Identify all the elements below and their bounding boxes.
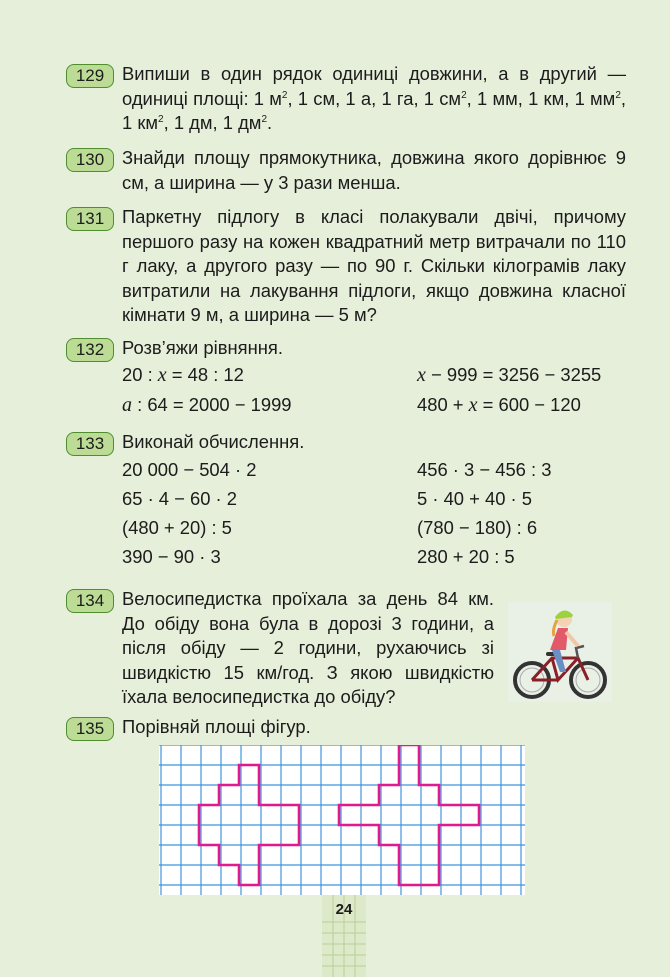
calculation: 456 · 3 − 456 : 3 (417, 459, 552, 480)
task-135 (66, 715, 626, 745)
equation: a : 64 = 2000 − 1999 (122, 394, 292, 416)
task-number: 129 (66, 64, 114, 88)
task-131 (66, 205, 626, 329)
calculation: 5 · 40 + 40 · 5 (417, 488, 533, 509)
calculation: (480 + 20) : 5 (122, 517, 232, 538)
calculation: 390 − 90 · 3 (122, 546, 221, 567)
cyclist-illustration (508, 602, 612, 702)
task-129 (66, 62, 626, 136)
task-text: Знайди площу прямокутника, довжина якого дорівнює 9 см, а ширина — у 3 рази менша. (122, 147, 626, 193)
task-132 (66, 336, 626, 422)
task-number: 134 (66, 589, 114, 613)
equation: 480 + x = 600 − 120 (417, 394, 581, 416)
task-number: 132 (66, 338, 114, 362)
task-number: 135 (66, 717, 114, 741)
calculation: 280 + 20 : 5 (417, 546, 515, 567)
page-number: 24 (335, 901, 353, 918)
task-number: 133 (66, 432, 114, 456)
equation: x − 999 = 3256 − 3255 (417, 364, 602, 386)
task-number: 130 (66, 148, 114, 172)
task-text: Порівняй площі фігур. (122, 716, 311, 737)
calculation: (780 − 180) : 6 (417, 517, 538, 538)
task-130 (66, 146, 626, 196)
area-figures-grid (159, 745, 525, 895)
task-text: Випиши в один рядок одиниці довжини, а в другий — одиниці площі: 1 $м^2$, 1 см, 1 а, 1 га, 1 $см^2$, 1 мм, 1 км, 1 $мм^2$, 1 $км^2$, 1 дм, 1 $дм^2$. (122, 63, 626, 133)
task-number: 131 (66, 207, 114, 231)
equation: 20 : x = 48 : 12 (122, 364, 244, 386)
page-number-box (322, 895, 366, 977)
task-text: Паркетну підлогу в класі полакували двічі, причому першого разу на кожен квадратний метр витрачали по 110 г лаку, а другого разу — по 90 г. Скільки кілограмів лаку витратили на лакування підлоги, якщо довжина класної кімнати 9 м, а ширина — 5 м? (122, 206, 626, 325)
task-text: Велосипедистка проїхала за день 84 км. До обіду вона була в дорозі 3 години, а після обіду — 2 години, рухаючись зі швидкістю 15 км/год. З якою швидкістю їхала велосипедистка до обіду? (122, 588, 494, 707)
task-133 (66, 430, 626, 575)
calculation: 65 · 4 − 60 · 2 (122, 488, 238, 509)
calculation: 20 000 − 504 · 2 (122, 459, 257, 480)
task-text: Виконай обчислення. (122, 431, 305, 452)
task-text: Розв’яжи рівняння. (122, 337, 283, 358)
